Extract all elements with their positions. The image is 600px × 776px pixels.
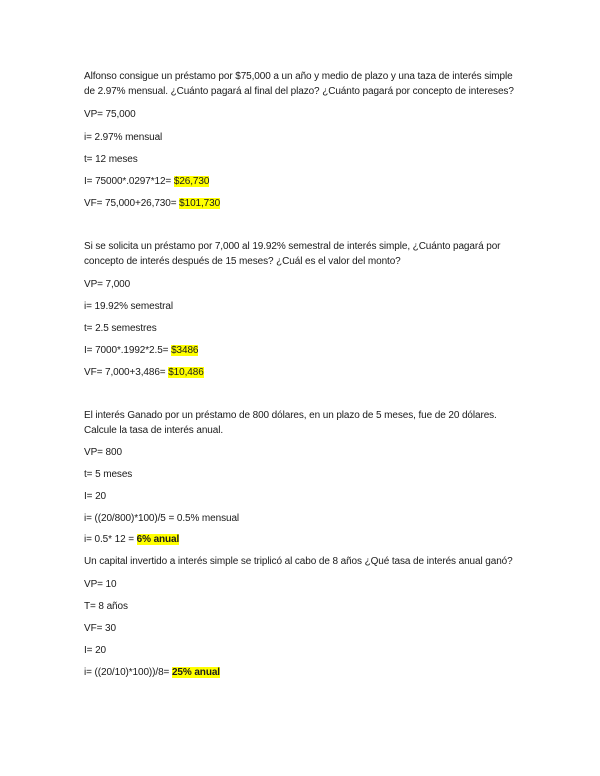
step-text: VF= 7,000+3,486= bbox=[84, 367, 169, 378]
problem-2-step: VP= 7,000 bbox=[84, 279, 131, 290]
problem-4-question-line-1: Un capital invertido a interés simple se triplicó al cabo de 8 años ¿Qué tasa de interés anual ganó? bbox=[84, 556, 513, 567]
problem-1-step: VP= 75,000 bbox=[84, 109, 136, 120]
highlighted-answer: 6% anual bbox=[136, 534, 180, 545]
highlighted-answer: 25% anual bbox=[171, 667, 220, 678]
problem-3-step: i= ((20/800)*100)/5 = 0.5% mensual bbox=[84, 513, 240, 524]
problem-3-step: VP= 800 bbox=[84, 447, 122, 458]
problem-3-step: I= 20 bbox=[84, 491, 107, 502]
problem-3-question-line-2: Calcule la tasa de interés anual. bbox=[84, 425, 224, 436]
step-text: i= 0.5* 12 = bbox=[84, 534, 137, 545]
highlighted-answer: $3486 bbox=[171, 345, 199, 356]
problem-4-step: I= 20 bbox=[84, 645, 107, 656]
problem-4-step: T= 8 años bbox=[84, 601, 128, 612]
problem-3-step bbox=[84, 533, 179, 546]
problem-1-step: t= 12 meses bbox=[84, 154, 138, 165]
problem-1-step bbox=[84, 197, 220, 210]
problem-3-question-line-1: El interés Ganado por un préstamo de 800 dólares, en un plazo de 5 meses, fue de 20 dólares. bbox=[84, 410, 497, 421]
step-text: i= ((20/10)*100))/8= bbox=[84, 667, 172, 678]
problem-4-step bbox=[84, 666, 220, 679]
problem-2-step: t= 2.5 semestres bbox=[84, 323, 157, 334]
step-text: I= 75000*.0297*12= bbox=[84, 176, 174, 187]
highlighted-answer: $26,730 bbox=[173, 176, 210, 187]
highlighted-answer: $10,486 bbox=[168, 367, 204, 378]
problem-2-step: i= 19.92% semestral bbox=[84, 301, 173, 312]
problem-1-question-line-1: Alfonso consigue un préstamo por $75,000 a un año y medio de plazo y una taza de interés simple bbox=[84, 71, 513, 82]
problem-1-question-line-2: de 2.97% mensual. ¿Cuánto pagará al final del plazo? ¿Cuánto pagará por concepto de intereses? bbox=[84, 86, 514, 97]
problem-2-step bbox=[84, 366, 204, 379]
problem-3-step: t= 5 meses bbox=[84, 469, 133, 480]
problem-2-question-line-1: Si se solicita un préstamo por 7,000 al 19.92% semestral de interés simple, ¿Cuánto pagará por bbox=[84, 241, 501, 252]
problem-4-step: VF= 30 bbox=[84, 623, 116, 634]
step-text: I= 7000*.1992*2.5= bbox=[84, 345, 172, 356]
step-text: VF= 75,000+26,730= bbox=[84, 198, 180, 209]
problem-1-step: i= 2.97% mensual bbox=[84, 132, 163, 143]
problem-2-question-line-2: concepto de interés después de 15 meses? ¿Cuál es el valor del monto? bbox=[84, 256, 401, 267]
highlighted-answer: $101,730 bbox=[179, 198, 221, 209]
problem-1-step bbox=[84, 175, 209, 188]
problem-4-step: VP= 10 bbox=[84, 579, 117, 590]
problem-2-step bbox=[84, 344, 198, 357]
